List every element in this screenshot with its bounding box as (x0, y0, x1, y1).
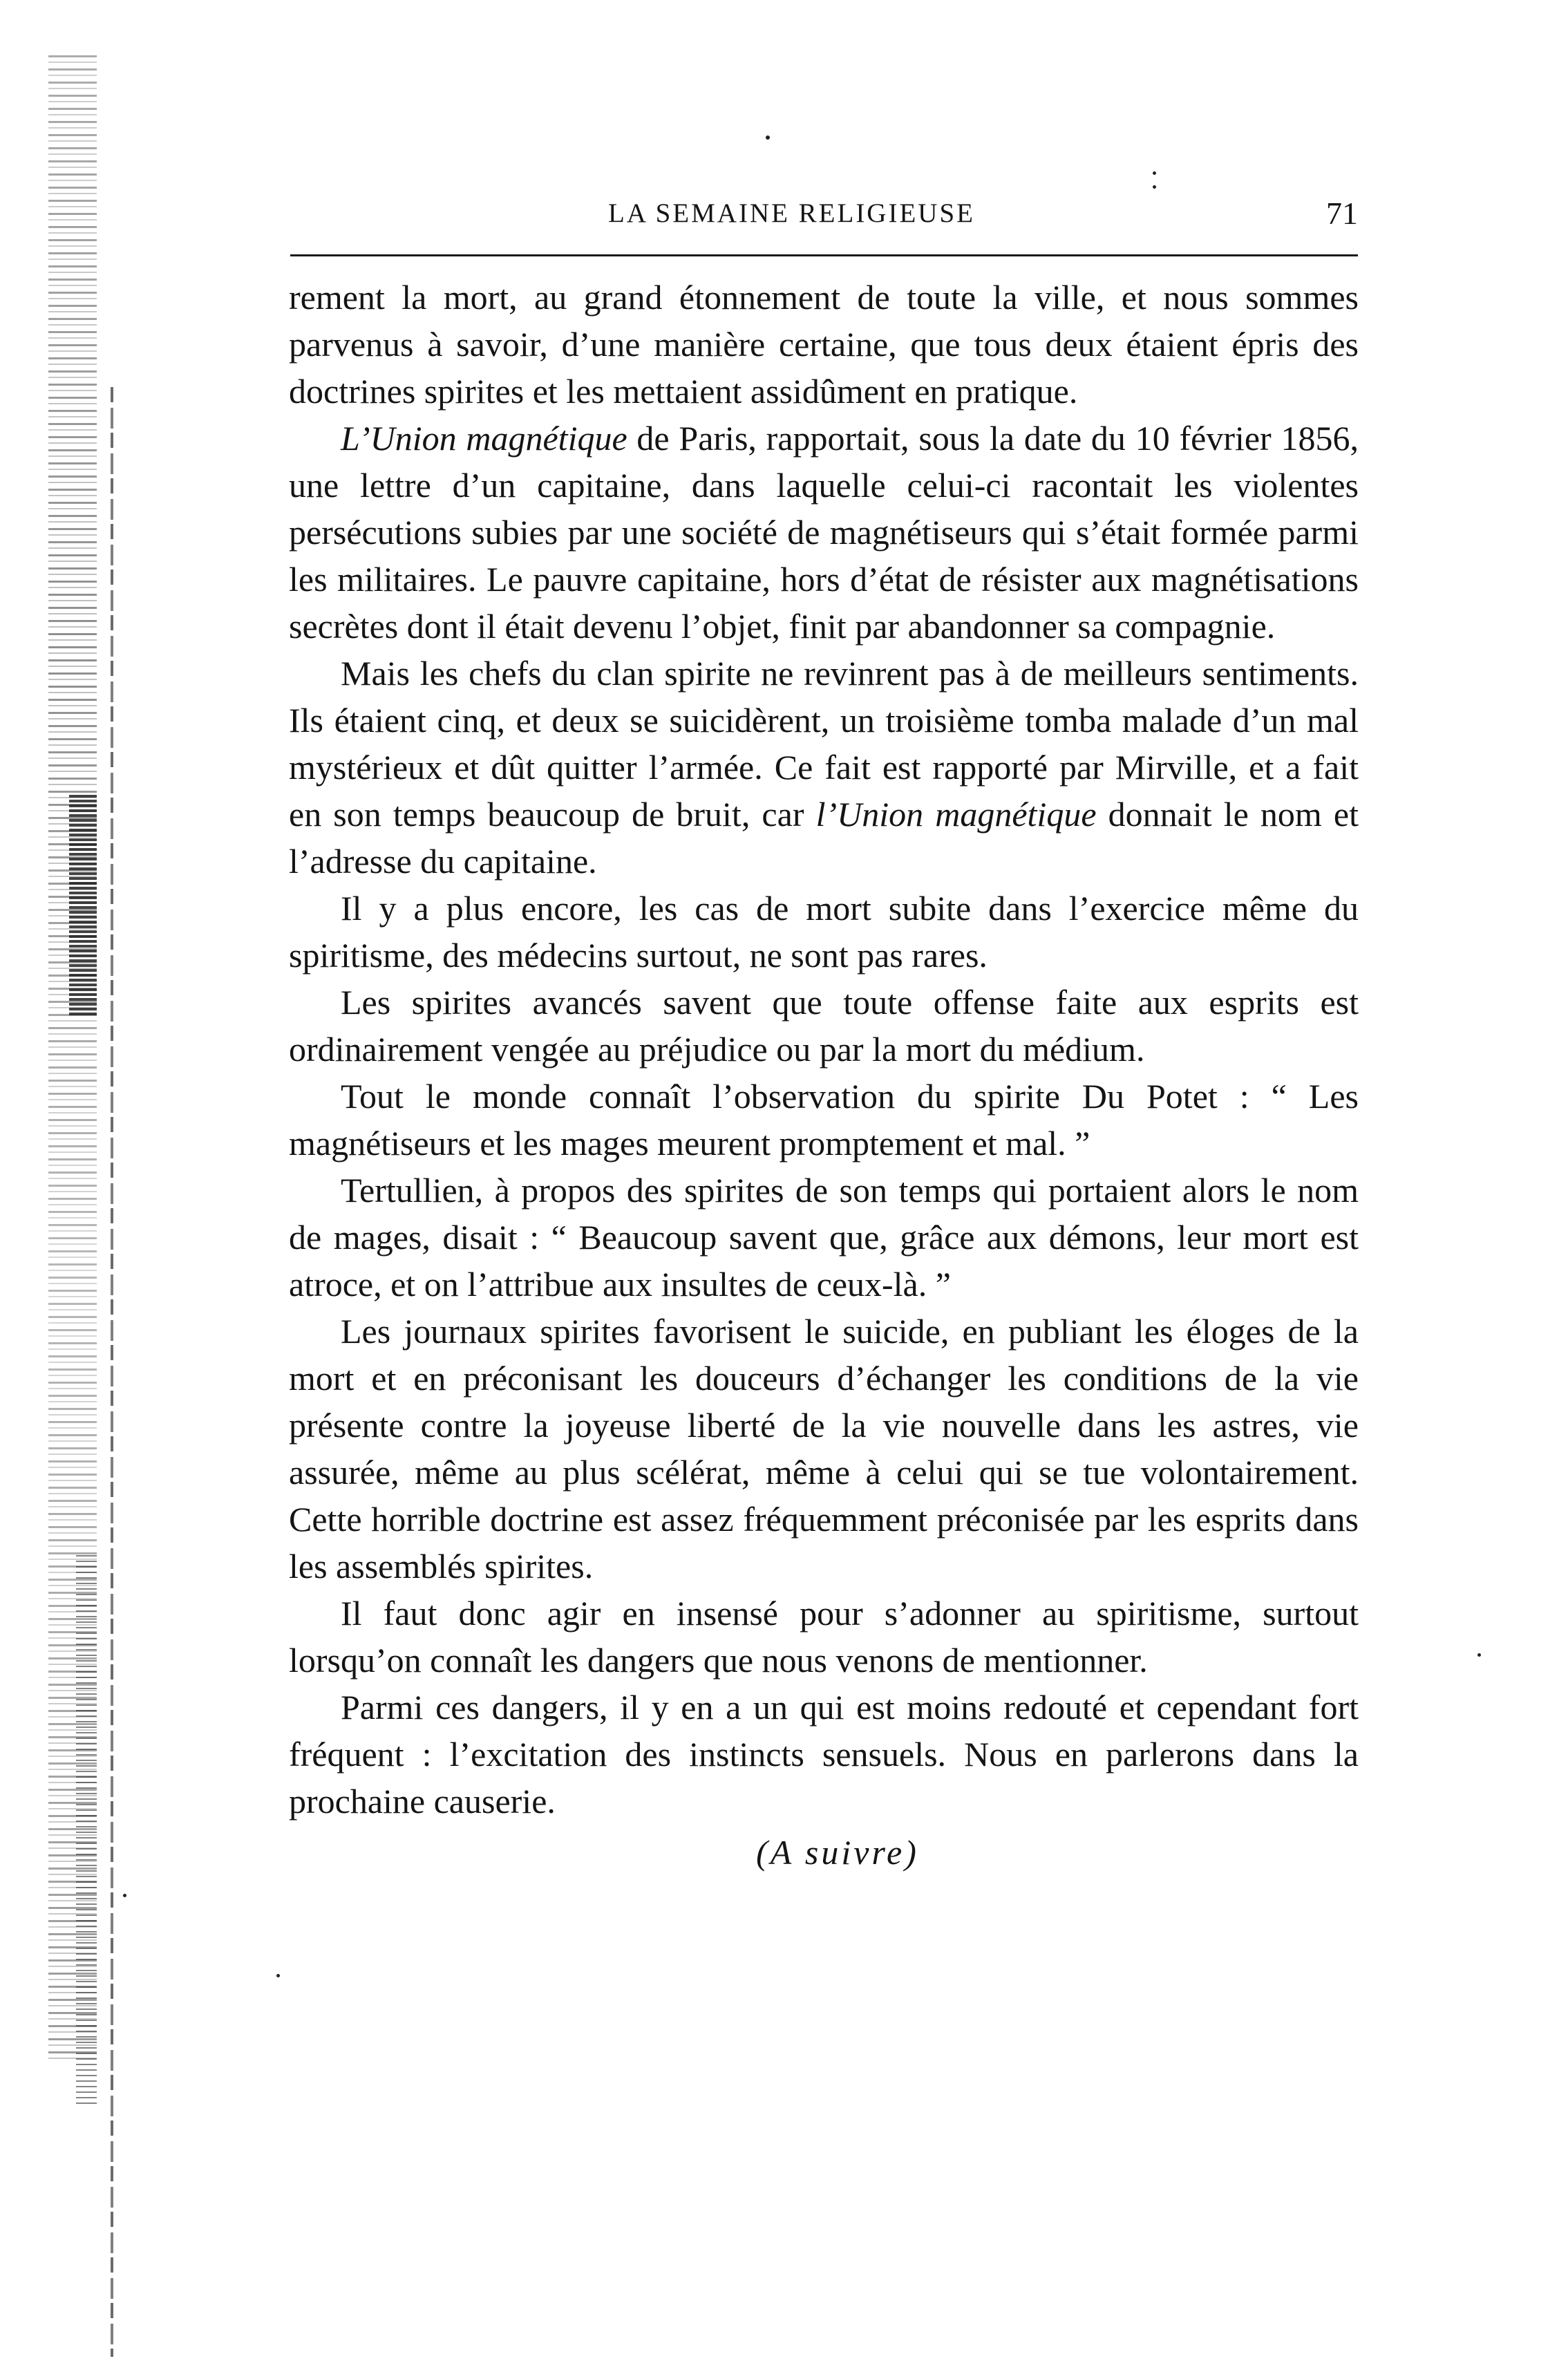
scan-speck (1477, 1653, 1481, 1657)
scan-speck (276, 1974, 280, 1977)
article-body (289, 274, 1359, 1876)
scan-speck (766, 135, 770, 140)
page-gutter (0, 0, 138, 2361)
header-rule (290, 254, 1358, 256)
paragraph: Tout le monde connaît l’observation du spirite Du Potet : “ Les magnétiseurs et les mages meurent promptement et mal. ” (289, 1077, 1359, 1163)
paragraph: Les journaux spirites favorisent le suicide, en publiant les éloges de la mort et en préconisant les douceurs d’échanger les conditions de la vie présente contre la joyeuse liberté de la vie nouvelle dans les astres, vie assurée, même au plus scélérat, même à celui qui se tue volontairement. Cette horrible doctrine est assez fréquemment préconisée par les esprits dans les assemblés spirites. (289, 1312, 1359, 1586)
paragraph-text: Mais les chefs du clan spirite ne revinrent pas à de meilleurs sentiments. Ils étaient cinq, et deux se suicidèrent, un troisième tomba malade d’un mal mystérieux et dût quitter l’armée. Ce fait est rapporté par Mirville, et a fait en son temps beaucoup de bruit, car (289, 654, 1359, 834)
scan-speck (123, 1894, 126, 1897)
gutter-line (111, 387, 113, 2357)
page-header (290, 198, 1358, 239)
paragraph: Tertullien, à propos des spirites de son temps qui portaient alors le nom de mages, disait : “ Beaucoup savent que, grâce aux démons, leur mort est atroce, et on l’attribue aux insultes de ceux-là. ” (289, 1171, 1359, 1304)
page-number: 71 (1326, 196, 1358, 231)
paragraph: Parmi ces dangers, il y en a un qui est moins redouté et cependant fort fréquent : l’excitation des instincts sensuels. Nous en parlerons dans la prochaine causerie. (289, 1688, 1359, 1821)
paragraph: Il y a plus encore, les cas de mort subite dans l’exercice même du spiritisme, des médecins surtout, ne sont pas rares. (289, 889, 1359, 975)
publication-title: l’Union magnétique (815, 795, 1097, 834)
sign-off: (A suivre) (756, 1833, 919, 1872)
paragraph: Les spirites avancés savent que toute offense faite aux esprits est ordinairement vengée au préjudice ou par la mort du médium. (289, 983, 1359, 1069)
paragraph: rement la mort, au grand étonnement de toute la ville, et nous sommes parvenus à savoir, d’une manière certaine, que tous deux étaient épris des doctrines spirites et les mettaient assidûment en pratique. (289, 278, 1359, 411)
paragraph-text: donnait le nom et l’adresse du capitaine. (289, 795, 1359, 881)
paragraph (289, 415, 1359, 650)
paragraph: Il faut donc agir en insensé pour s’adonner au spiritisme, surtout lorsqu’on connaît les dangers que nous venons de mentionner. (289, 1594, 1359, 1680)
scan-speck (1153, 171, 1156, 175)
running-head: LA SEMAINE RELIGIEUSE (608, 198, 975, 228)
paragraph-text: de Paris, rapportait, sous la date du 10 février 1856, une lettre d’un capitaine, dans laquelle celui-ci racontait les violentes persécutions subies par une société de magnétiseurs qui s’était formée parmi les militaires. Le pauvre capitaine, hors d’état de résister aux magnétisations secrètes dont il était devenu l’objet, finit par abandonner sa compagnie. (289, 419, 1359, 646)
publication-title: L’Union magnétique (341, 419, 627, 458)
paragraph (289, 650, 1359, 885)
scan-speck (1153, 185, 1156, 189)
